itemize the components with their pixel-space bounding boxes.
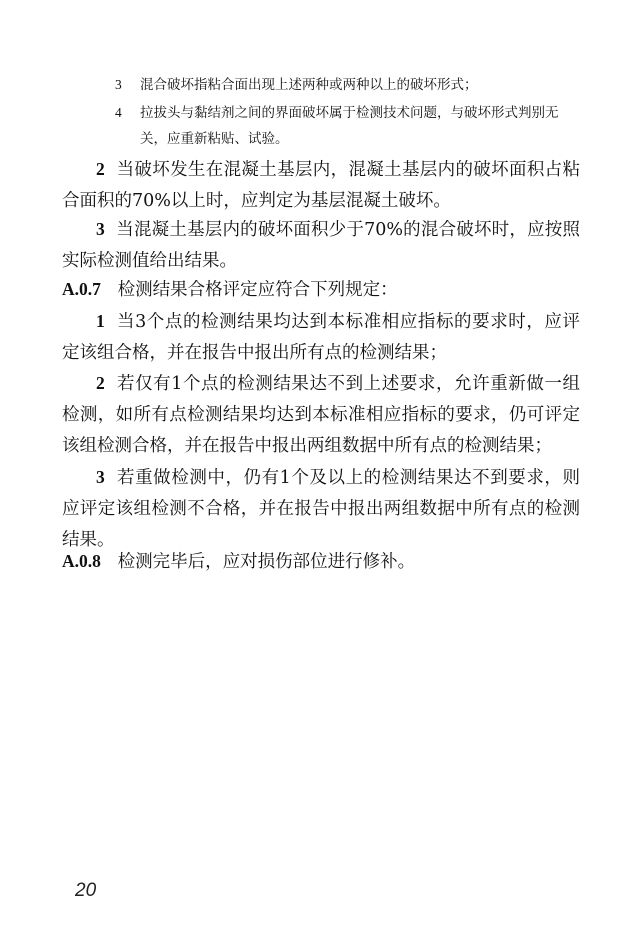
item-text: 若仅有1个点的检测结果达不到上述要求，允许重新做一组检测，如所有点检测结果均达到本标准相应指标的要求，仍可评定该组检测合格，并在报告中报出两组数据中所有点的检测结果； — [62, 374, 580, 456]
note-item-4 — [115, 100, 585, 152]
item-text: 若重做检测中，仍有1个及以上的检测结果达不到要求，则应评定该组检测不合格，并在报告中报出两组数据中所有点的检测结果。 — [62, 468, 580, 550]
note-text: 混合破坏指粘合面出现上述两种或两种以上的破坏形式； — [140, 77, 478, 93]
note-text: 拉拔头与黏结剂之间的界面破坏属于检测技术问题，与破坏形式判别无关，应重新粘贴、试验。 — [140, 105, 559, 147]
item-text: 当3个点的检测结果均达到本标准相应指标的要求时，应评定该组合格，并在报告中报出所有点的检测结果； — [62, 312, 580, 363]
item-number: 2 — [96, 159, 105, 179]
clause-number: A.0.7 — [62, 279, 101, 299]
clause-number: A.0.8 — [62, 551, 101, 571]
note-number: 4 — [115, 105, 122, 120]
paragraph-item-3 — [62, 214, 580, 277]
paragraph-a07-item-2 — [62, 368, 580, 462]
item-number: 1 — [96, 311, 105, 331]
clause-a08 — [62, 546, 580, 578]
clause-a07 — [62, 274, 580, 306]
item-number: 3 — [96, 467, 105, 487]
item-number: 2 — [96, 373, 105, 393]
item-text: 当混凝土基层内的破坏面积少于70%的混合破坏时，应按照实际检测值给出结果。 — [62, 220, 580, 271]
page-number: 20 — [75, 880, 97, 901]
note-item-3 — [115, 72, 585, 98]
paragraph-a07-item-1 — [62, 306, 580, 369]
item-text: 当破坏发生在混凝土基层内，混凝土基层内的破坏面积占粘合面积的70%以上时，应判定为基层混凝土破坏。 — [62, 160, 580, 211]
item-number: 3 — [96, 219, 105, 239]
note-number: 3 — [115, 77, 122, 92]
paragraph-item-2 — [62, 154, 580, 217]
clause-text: 检测完毕后，应对损伤部位进行修补。 — [117, 552, 416, 572]
paragraph-a07-item-3 — [62, 462, 580, 556]
clause-text: 检测结果合格评定应符合下列规定： — [117, 280, 398, 300]
